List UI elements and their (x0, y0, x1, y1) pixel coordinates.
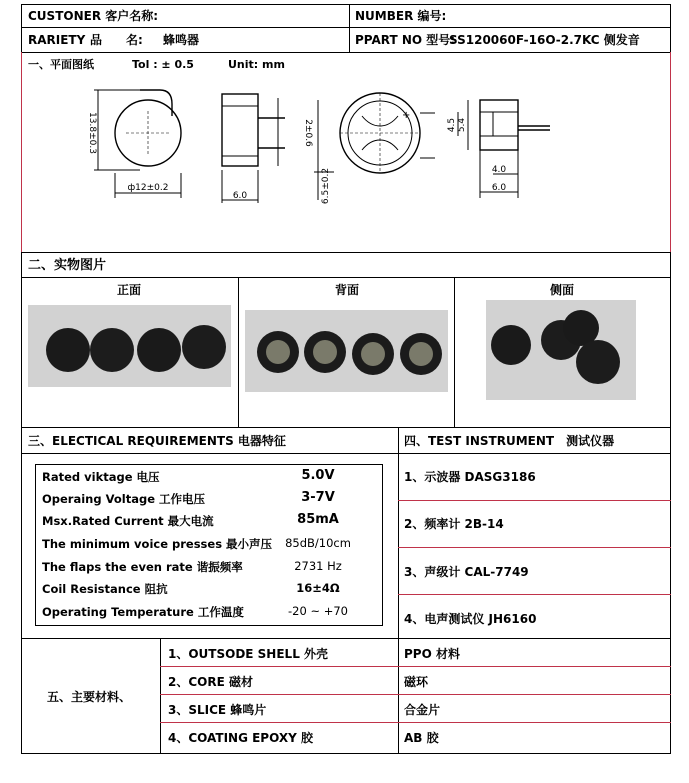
pin-spacing-dim: 2±0.6 (303, 119, 313, 147)
material-value: 磁环 (404, 675, 429, 689)
back-view-drawing (314, 93, 435, 200)
spec-row (38, 467, 378, 485)
part-number-value: SS120060F-16O-2.7KC 侧发音 (449, 33, 640, 47)
pin-length-dim: 6.5±0.2 (321, 167, 331, 205)
unit-label: Unit: mm (228, 58, 285, 71)
materials-section-title: 五、主要材料、 (47, 690, 132, 704)
spec-key: The minimum voice presses 最小声压 (42, 537, 273, 551)
spec-row (38, 557, 378, 575)
instrument-item: 3、声级计 CAL-7749 (404, 565, 529, 579)
spec-key: Operaing Voltage 工作电压 (42, 492, 206, 506)
spec-value: 3-7V (301, 490, 335, 505)
side-view-drawing (222, 94, 285, 203)
dim-4-5: 4.5 (447, 117, 457, 133)
diameter-dim: ф12±0.2 (127, 183, 169, 193)
back-photo-label: 背面 (335, 283, 360, 297)
spec-value: -20 ~ +70 (288, 604, 348, 618)
front-view-drawing (94, 90, 181, 198)
front-photo (28, 305, 231, 387)
material-part: 4、COATING EPOXY 胶 (168, 731, 313, 745)
spec-row (38, 489, 378, 507)
photos-section-title: 二、实物图片 (28, 258, 107, 273)
instrument-item: 2、频率计 2B-14 (404, 517, 504, 531)
instrument-item: 4、电声测试仪 JH6160 (404, 612, 537, 626)
product-name-label: 品 名: (90, 33, 143, 47)
spec-key: Msx.Rated Current 最大电流 (42, 514, 214, 528)
part-number-label: PPART NO 型号: (355, 33, 456, 47)
spec-key: Rated viktage 电压 (42, 470, 160, 484)
spec-row (38, 534, 378, 552)
width1-dim: 6.0 (232, 191, 248, 201)
spec-row (38, 511, 378, 529)
plus-mark: + (402, 110, 411, 121)
side-photo (486, 300, 636, 400)
spec-key: Coil Resistance 阻抗 (42, 582, 168, 596)
drawing-section-title: 一、平面图纸 (28, 58, 94, 71)
front-photo-label: 正面 (117, 283, 142, 297)
electrical-section-title: 三、ELECTICAL REQUIREMENTS 电器特征 (28, 434, 286, 448)
instrument-section-title: 四、TEST INSTRUMENT 测试仪器 (404, 434, 615, 448)
spec-value: 5.0V (301, 468, 335, 483)
spec-value: 2731 Hz (294, 559, 342, 573)
spec-value: 16±4Ω (296, 581, 340, 595)
technical-drawing (80, 78, 580, 208)
spec-key: Operating Temperature 工作温度 (42, 605, 244, 619)
material-part: 2、CORE 磁材 (168, 675, 253, 689)
instrument-item: 1、示波器 DASG3186 (404, 470, 536, 484)
material-value: AB 胶 (404, 731, 439, 745)
dim-4-0: 4.0 (491, 165, 507, 175)
dim-5-4: 5.4 (457, 117, 467, 133)
customer-label: CUSTONER 客户名称: (28, 9, 159, 23)
material-value: 合金片 (404, 703, 441, 717)
material-value: PPO 材料 (404, 647, 460, 661)
material-part: 1、OUTSODE SHELL 外壳 (168, 647, 329, 661)
spec-key: The flaps the even rate 谐振频率 (42, 560, 243, 574)
width2-dim: 6.0 (491, 183, 507, 193)
material-part: 3、SLICE 蜂鸣片 (168, 703, 267, 717)
product-name-value: 蜂鸣器 (163, 33, 200, 47)
number-label: NUMBER 编号: (355, 9, 447, 23)
spec-value: 85mA (297, 512, 339, 527)
height-dim: 13.8±0.3 (87, 112, 97, 154)
back-photo (245, 310, 448, 392)
spec-row (38, 579, 378, 597)
tolerance-label: Tol : ± 0.5 (132, 58, 194, 71)
side-photo-label: 侧面 (550, 283, 575, 297)
spec-value: 85dB/10cm (285, 536, 351, 550)
variety-label: RARIETY (28, 33, 86, 47)
spec-row (38, 602, 378, 620)
